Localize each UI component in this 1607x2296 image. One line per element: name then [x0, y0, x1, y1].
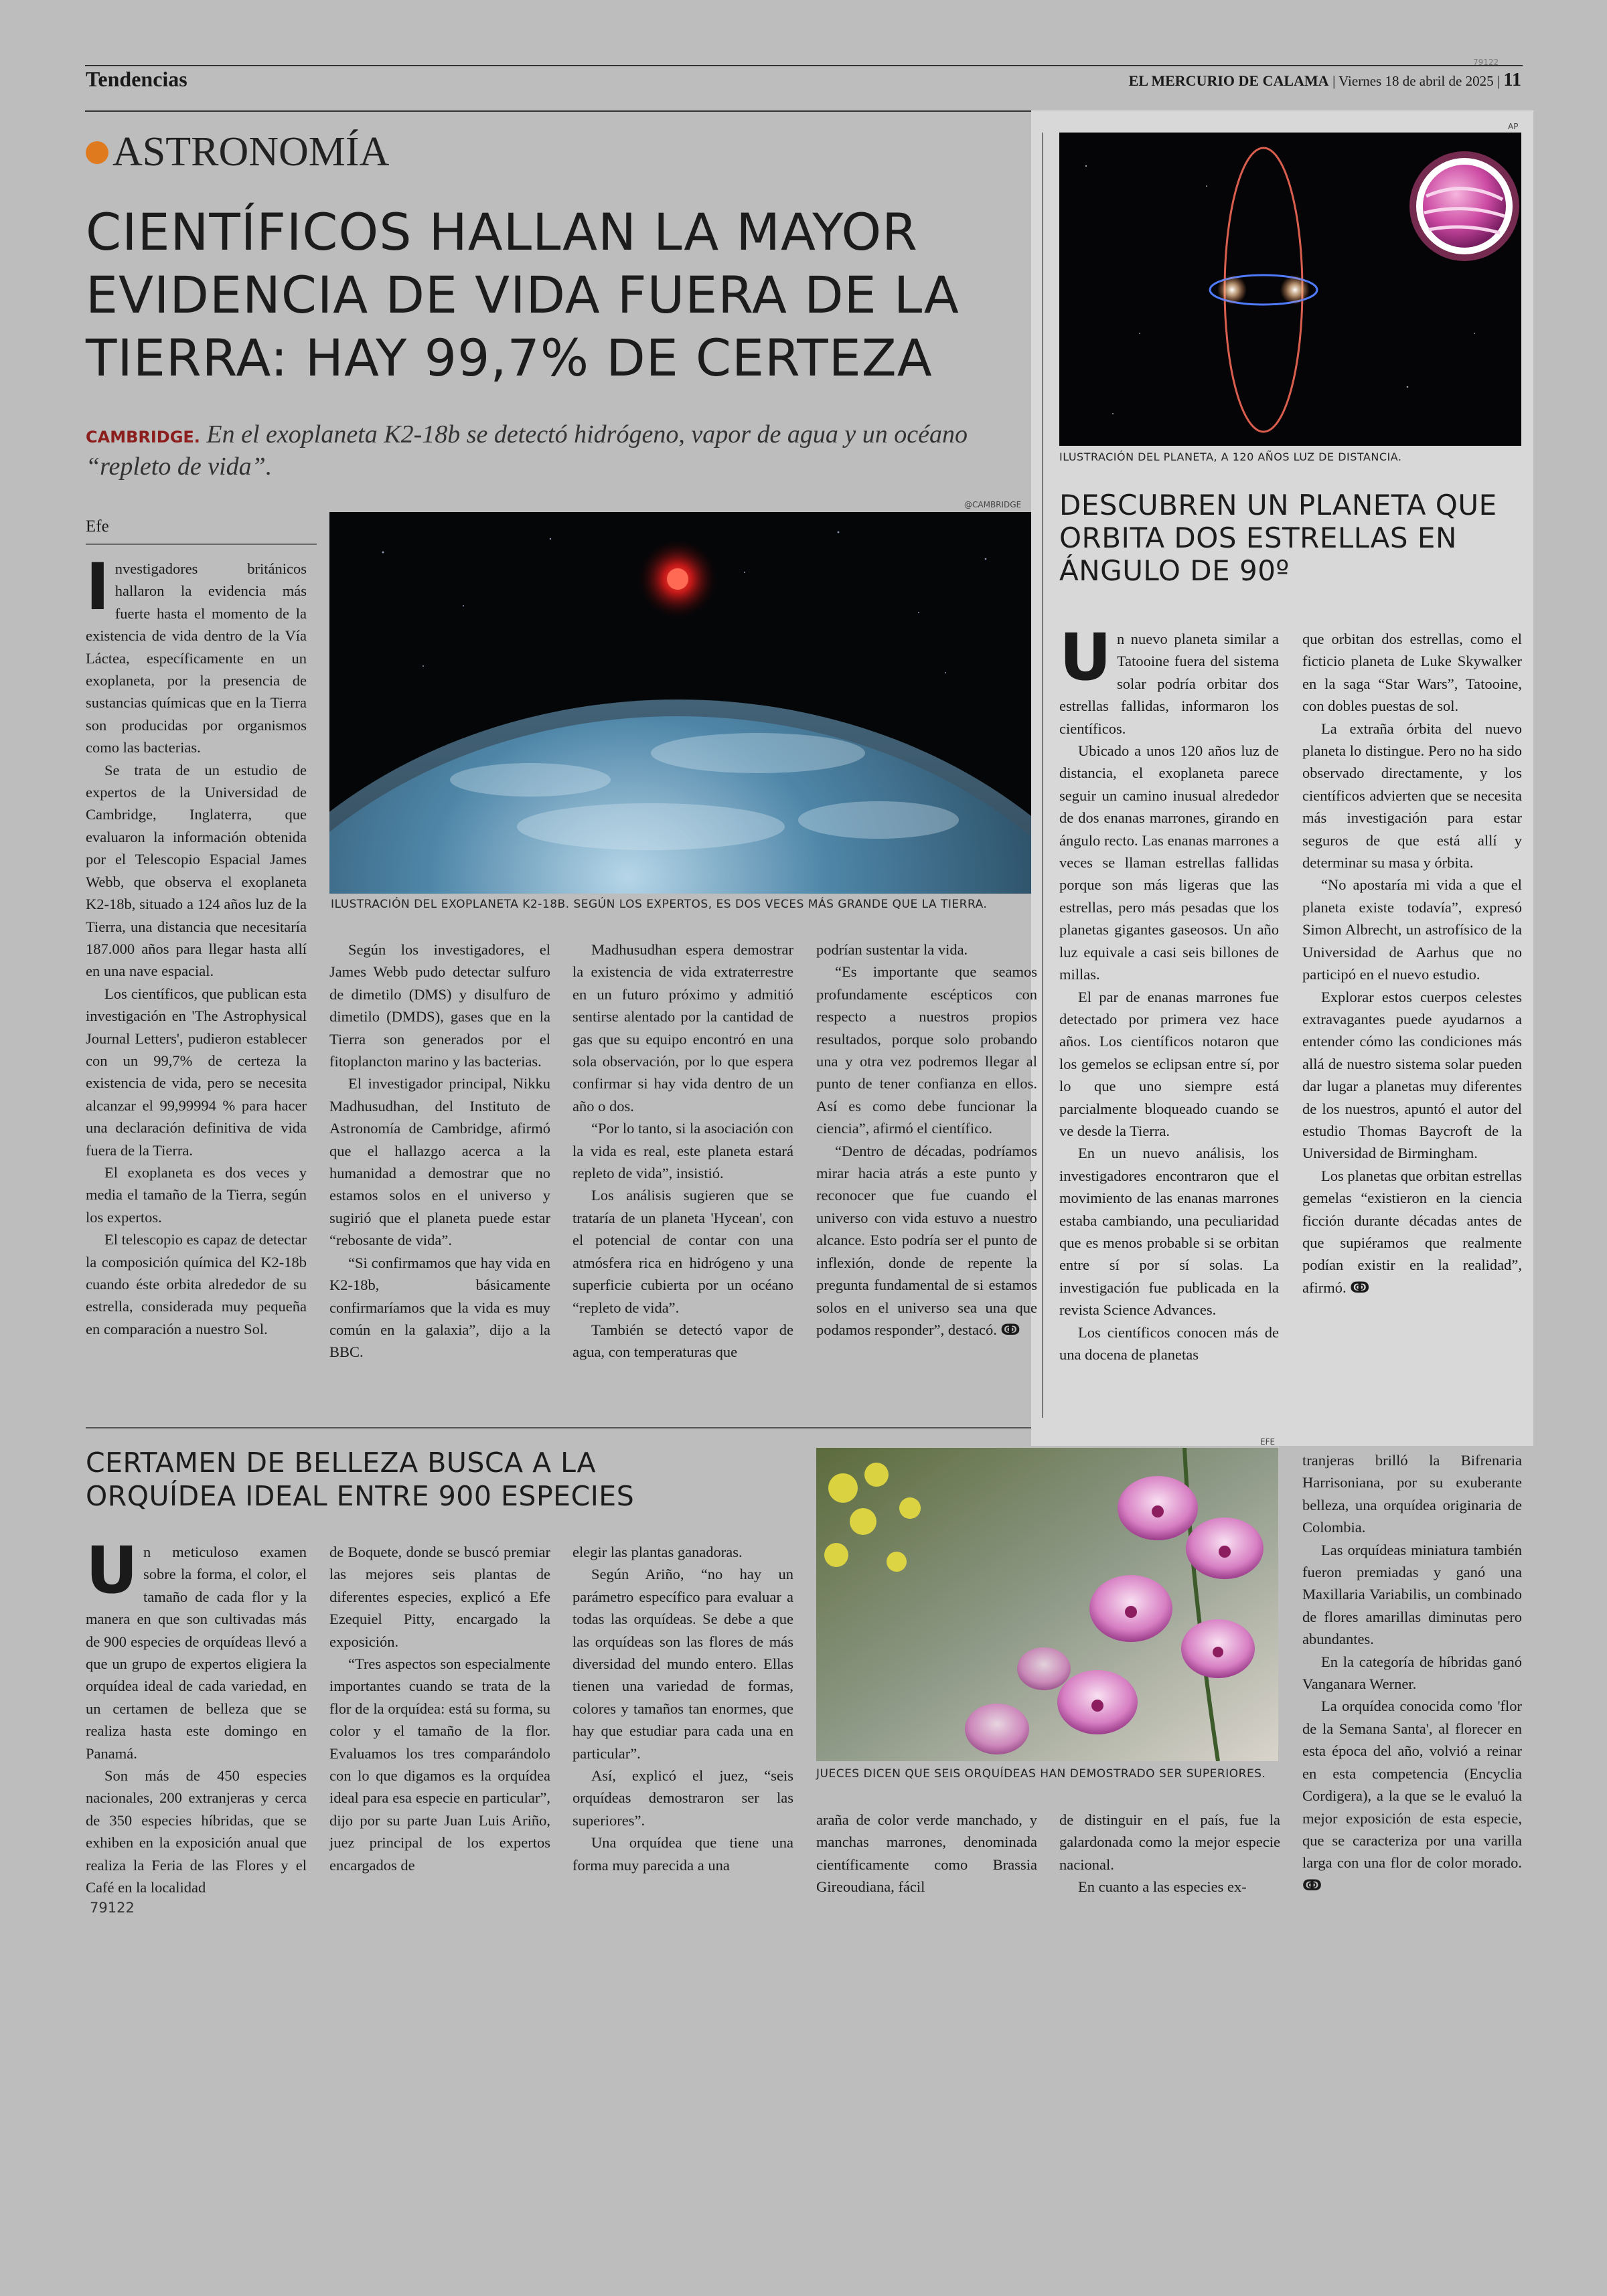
header-rule-top: [85, 65, 1523, 66]
side-article-col-1: [1059, 620, 1279, 1366]
side-article-col-2: [1302, 628, 1522, 1299]
subhead-text: En el exoplaneta K2-18b se detectó hidrógeno, vapor de agua y un océano “repleto de vida”.: [86, 420, 968, 481]
paragraph: Explorar estos cuerpos celestes extravagantes puede ayudarnos a entender cómo las condiciones más allá de nuestro sistema solar pueden dar lugar a planetas muy diferentes de los nuestros, apuntó el autor del estudio Thomas Baycroft de la Universidad de Birmingham.: [1302, 988, 1522, 1162]
paragraph: En la categoría de híbridas ganó Vanganara Werner.: [1302, 1653, 1522, 1693]
paragraph: “Es importante que seamos profundamente escépticos con respecto a nuestros propios resultados, porque solo probando una y otra vez podremos llegar al punto de tener confianza en ellos. Así es como debe funcionar la ciencia”, afirmó el científico.: [816, 963, 1037, 1137]
main-photo-caption: ILUSTRACIÓN DEL EXOPLANETA K2-18B. SEGÚN LOS EXPERTOS, ES DOS VECES MÁS GRANDE QUE LA TIERRA.: [331, 898, 988, 911]
paragraph: podrían sustentar la vida.: [816, 941, 968, 958]
main-headline-line: EVIDENCIA DE VIDA FUERA DE LA: [86, 265, 960, 325]
orchid-col-6: [1302, 1449, 1522, 1897]
paragraph: El exoplaneta es dos veces y media el tamaño de la Tierra, según los expertos.: [86, 1163, 307, 1226]
kicker-dot: [86, 141, 108, 164]
paragraph: El investigador principal, Nikku Madhusudhan, del Instituto de Astronomía de Cambridge, afirmó que el hallazgo acerca a la humanidad a demostrar que no estamos solos en el universo y sugirió que el planeta puede estar “rebosante de vida”.: [329, 1075, 550, 1249]
side-headline-line: DESCUBREN UN PLANETA QUE: [1059, 489, 1497, 521]
paragraph: que orbitan dos estrellas, como el ficticio planeta de Luke Skywalker en la saga “Star Wars”, Tatooine, con dobles puestas de sol.: [1302, 631, 1522, 715]
paragraph: Los científicos, que publican esta investigación en 'The Astrophysical Journal Letters', pudieron establecer con un 99,7% de certeza la existencia de vida, pero se necesita alcanzar el 99,99994 % para hacer una declaración definitiva de vida fuera de la Tierra.: [86, 985, 307, 1159]
paragraph: de Boquete, donde se buscó premiar las mejores seis plantas de diferentes especies, explicó a Efe Ezequiel Pitty, encargado la exposición.: [329, 1544, 550, 1650]
issue-date: | Viernes 18 de abril de 2025 |: [1332, 73, 1501, 89]
side-headline-line: ÁNGULO DE 90º: [1059, 554, 1290, 587]
side-photo-caption: ILUSTRACIÓN DEL PLANETA, A 120 AÑOS LUZ DE DISTANCIA.: [1059, 450, 1402, 463]
paragraph: Los planetas que orbitan estrellas gemelas “existieron en la ciencia ficción durante décadas antes de que supiéramos que realmente podían existir en la realidad”, afirmó. ↂ: [1302, 1167, 1522, 1297]
orchid-headline-line: ORQUÍDEA IDEAL ENTRE 900 ESPECIES: [86, 1480, 635, 1512]
orchid-col-4: [816, 1809, 1037, 1898]
paragraph: Un meticuloso examen sobre la forma, el color, el tamaño de cada flor y la manera en que son cultivadas más de 900 especies de orquídeas llevó a que un grupo de expertos eligiera la orquídea ideal de cada variedad, en un certamen de belleza que se realiza hasta este domingo en Panamá.: [86, 1533, 307, 1762]
binary-planet-photo: [1059, 133, 1521, 446]
paragraph: “No apostaría mi vida a que el planeta existe todavía”, expresó Simon Albrecht, un astrofísico de la Universidad de Aarhus que no participó en el nuevo estudio.: [1302, 876, 1522, 983]
brown-dwarf-right: [1280, 275, 1310, 305]
paragraph: Ubicado a unos 120 años luz de distancia, el exoplaneta parece seguir un camino inusual alrededor de dos enanas marrones, girando en ángulo recto. Las enanas marrones a veces se llaman estrellas fallidas porque son más ligeras que las estrellas, pero más pesadas que los planetas gigantes gaseosos. Un año luz equivale a casi seis billones de millas.: [1059, 742, 1279, 983]
end-mark-icon: ↂ: [1302, 1876, 1322, 1894]
paragraph: de distinguir en el país, fue la galardonada como la mejor especie nacional.: [1059, 1811, 1280, 1873]
orchid-headline: [86, 1446, 634, 1513]
paragraph: Así, explicó el juez, “seis orquídeas demostraron ser las superiores”.: [572, 1767, 793, 1829]
paragraph: En un nuevo análisis, los investigadores encontraron que el movimiento de las enanas marrones estaba cambiando, una peculiaridad que es menos probable si se orbitan entre sí por sí solas. La investigación fue publicada en la revista Science Advances.: [1059, 1145, 1279, 1319]
subhead: [86, 420, 1010, 481]
main-article-col-4: [816, 938, 1037, 1341]
side-headline-line: ORBITA DOS ESTRELLAS EN: [1059, 521, 1457, 554]
page-code-bottom: 79122: [90, 1900, 135, 1916]
orchid-col-1: [86, 1533, 307, 1899]
main-headline-line: TIERRA: HAY 99,7% DE CERTEZA: [86, 328, 933, 388]
main-headline-line: CIENTÍFICOS HALLAN LA MAYOR: [86, 202, 918, 262]
paragraph: La extraña órbita del nuevo planeta lo distingue. Pero no ha sido observado directamente, y los científicos advierten que se necesita más investigación para estar seguros de que está allí y determinar su masa y órbita.: [1302, 720, 1522, 872]
publication-name: EL MERCURIO DE CALAMA: [1128, 72, 1329, 89]
byline: Efe: [86, 517, 109, 536]
paragraph: “Dentro de décadas, podríamos mirar hacia atrás a este punto y reconocer que fue cuando el universo con vida estuvo a nuestro alcance. Esto podría ser el punto de inflexión, donde de repente la pregunta fundamental de si estamos solos en el universo sea una que podamos responder”, destacó. ↂ: [816, 1142, 1037, 1339]
page-code-top: 79122: [1473, 58, 1499, 67]
dropcap: I: [86, 550, 110, 625]
side-headline: [1059, 489, 1497, 587]
orchid-col-3: [572, 1541, 793, 1876]
kicker-label: ASTRONOMÍA: [112, 129, 390, 175]
main-article-col-1: [86, 550, 307, 1340]
end-mark-icon: ↂ: [1350, 1279, 1370, 1297]
page-number: 11: [1503, 70, 1521, 90]
orchid-photo: [816, 1448, 1278, 1761]
paragraph: Los científicos conocen más de una docena de planetas: [1059, 1323, 1279, 1363]
section-label: Tendencias: [86, 67, 187, 91]
byline-rule: [86, 544, 317, 545]
paragraph: Según los investigadores, el James Webb pudo detectar sulfuro de dimetilo (DMS) y disulfuro de dimetilo (DMDS), gases que en la Tierra son generados por el fitoplancton marino y las bacterias.: [329, 941, 550, 1070]
main-article-col-2: [329, 938, 550, 1364]
orchid-photo-credit: EFE: [1260, 1437, 1276, 1447]
paragraph: Una orquídea que tiene una forma muy parecida a una: [572, 1834, 793, 1874]
main-photo-credit: @CAMBRIDGE: [964, 500, 1022, 509]
brown-dwarf-left: [1217, 275, 1247, 305]
paragraph: “Tres aspectos son especialmente importantes cuando se trata de la flor de la orquídea: está su forma, su color y el tamaño de la flor. Evaluamos los tres comparándolo con lo que digamos es la orquídea ideal para esa especie en particular”, dijo por su parte Juan Luis Ariño, juez principal de los expertos encargados de: [329, 1655, 550, 1874]
paragraph: tranjeras brilló la Bifrenaria Harrisoniana, por su exuberante belleza, una orquídea originaria de Colombia.: [1302, 1452, 1522, 1536]
dropcap: U: [1059, 620, 1112, 695]
orchid-photo-caption: JUECES DICEN QUE SEIS ORQUÍDEAS HAN DEMOSTRADO SER SUPERIORES.: [816, 1767, 1266, 1781]
dateline: CAMBRIDGE.: [86, 428, 200, 446]
paragraph: Son más de 450 especies nacionales, 200 extranjeras y cerca de 350 especies híbridas, que se exhiben en la exposición anual que realiza la Feria de las Flores y el Café en la localidad: [86, 1767, 307, 1896]
side-photo-credit: AP: [1508, 122, 1519, 131]
paragraph: Según Ariño, “no hay un parámetro específico para evaluar a todas las orquídeas. Se debe a que las orquídeas son las flores de más diversidad del mundo entero. Ellas tienen una variedad de formas, colores y tamaños tan enormes, que hay que estudiar para cada una en particular”.: [572, 1566, 793, 1762]
paragraph: araña de color verde manchado, y manchas marrones, denominada científicamente como Brassia Gireoudiana, fácil: [816, 1811, 1037, 1896]
exoplanet-photo: [329, 512, 1031, 894]
paragraph: Se trata de un estudio de expertos de la Universidad de Cambridge, Inglaterra, que evaluaron la información obtenida por el Telescopio Espacial James Webb, que observa el exoplaneta K2-18b, situado a 124 años luz de la Tierra, una distancia que necesitaría 187.000 años para llegar hasta allí en una nave espacial.: [86, 761, 307, 980]
paragraph: El telescopio es capaz de detectar la composición química del K2-18b cuando éste orbita alrededor de su estrella, considerada muy pequeña en comparación a nuestro Sol.: [86, 1231, 307, 1337]
paragraph: La orquídea conocida como 'flor de la Semana Santa', al florecer en esta época del año, volvió a reinar en esta competencia (Encyclia Cordigera), a la que se le evaluó la mejor exposición de esta especie, que se caracteriza por una varilla larga con una flor de color morado. ↂ: [1302, 1698, 1522, 1894]
paragraph: También se detectó vapor de agua, con temperaturas que: [572, 1321, 793, 1361]
side-article-rule: [1042, 133, 1043, 1418]
header-meta: [1129, 70, 1521, 91]
orchid-col-2: [329, 1541, 550, 1876]
paragraph: Un nuevo planeta similar a Tatooine fuera del sistema solar podría orbitar dos estrellas fallidas, informaron los científicos.: [1059, 620, 1279, 737]
paragraph: “Por lo tanto, si la asociación con la vida es real, este planeta estará repleto de vida”, insistió.: [572, 1120, 793, 1182]
main-article-col-3: [572, 938, 793, 1364]
paragraph: En cuanto a las especies ex-: [1078, 1878, 1247, 1896]
end-mark-icon: ↂ: [1000, 1321, 1020, 1339]
paragraph: Madhusudhan espera demostrar la existencia de vida extraterrestre en un futuro próximo y admitió sentirse alentado por la cantidad de gas que su equipo encontró en una sola observación, por lo que espera confirmar si hay vida dentro de un año o dos.: [572, 941, 793, 1115]
orchid-col-5: [1059, 1809, 1280, 1898]
article-separator: [86, 1427, 1031, 1428]
kicker: [86, 129, 389, 176]
paragraph: El par de enanas marrones fue detectado por primera vez hace años. Los científicos notaron que los gemelos se eclipsan entre sí, por lo que uno siempre está parcialmente bloqueado cuando se ve desde la Tierra.: [1059, 988, 1279, 1139]
paragraph: “Si confirmamos que hay vida en K2-18b, básicamente confirmaríamos que la vida es muy común en la galaxia”, dijo a la BBC.: [329, 1254, 550, 1361]
paragraph: Las orquídeas miniatura también fueron premiadas y ganó una Maxillaria Variabilis, un combinado de flores amarillas diminutas pero abundantes.: [1302, 1541, 1522, 1648]
paragraph: Investigadores británicos hallaron la evidencia más fuerte hasta el momento de la existencia de vida dentro de la Vía Láctea, específicamente en un exoplaneta, por la presencia de sustancias químicas que en la Tierra son producidas por organismos como las bacterias.: [86, 550, 307, 756]
paragraph: elegir las plantas ganadoras.: [572, 1544, 743, 1560]
dropcap: U: [86, 1533, 138, 1608]
orchid-headline-line: CERTAMEN DE BELLEZA BUSCA A LA: [86, 1447, 597, 1479]
paragraph: Los análisis sugieren que se trataría de un planeta 'Hycean', con el potencial de contar con una atmósfera rica en hidrógeno y una superficie cubierta por un océano “repleto de vida”.: [572, 1187, 793, 1316]
main-headline: [86, 201, 960, 390]
